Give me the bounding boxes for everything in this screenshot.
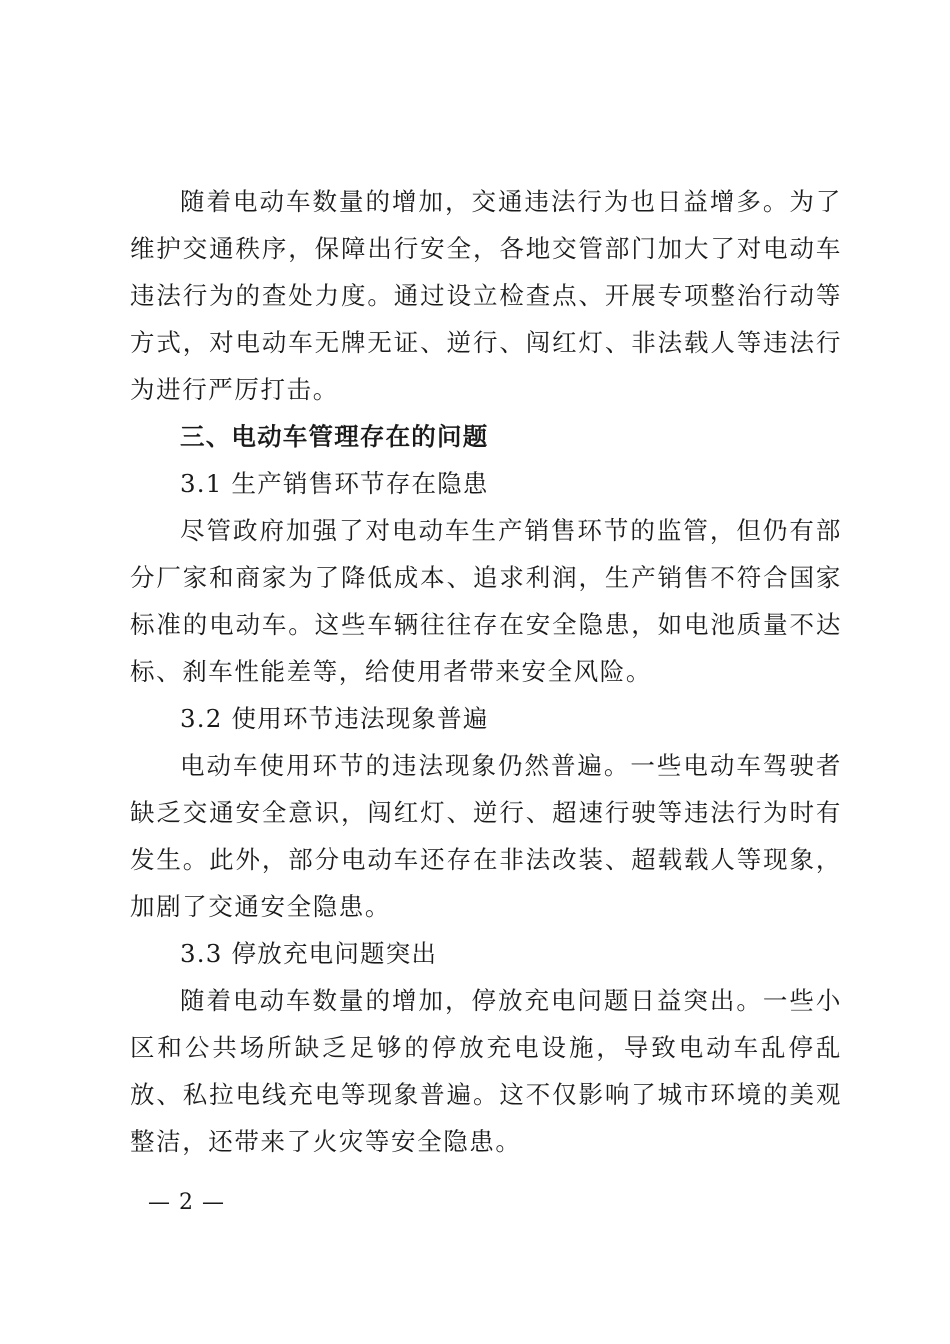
subheading-3-1: 3.1 生产销售环节存在隐患 (180, 469, 489, 498)
paragraph-enforcement: 随着电动车数量的增加，交通违法行为也日益增多。为了维护交通秩序，保障出行安全，各地交管部门加大了对电动车违法行为的查处力度。通过设立检查点、开展专项整治行动等方式，对电动车无牌无证、逆行、闯红灯、非法载人等违法行为进行严厉打击。 (130, 187, 842, 404)
paragraph-3-2: 电动车使用环节的违法现象仍然普遍。一些电动车驾驶者缺乏交通安全意识，闯红灯、逆行、超速行驶等违法行为时有发生。此外，部分电动车还存在非法改装、超载载人等现象，加剧了交通安全隐患。 (130, 751, 842, 921)
section-heading-problems: 三、电动车管理存在的问题 (180, 422, 489, 451)
page-number: — 2 — (148, 1190, 225, 1215)
paragraph-3-1: 尽管政府加强了对电动车生产销售环节的监管，但仍有部分厂家和商家为了降低成本、追求利润，生产销售不符合国家标准的电动车。这些车辆往往存在安全隐患，如电池质量不达标、刹车性能差等，给使用者带来安全风险。 (130, 516, 842, 686)
subheading-3-2: 3.2 使用环节违法现象普遍 (180, 704, 489, 733)
paragraph-3-3: 随着电动车数量的增加，停放充电问题日益突出。一些小区和公共场所缺乏足够的停放充电设施，导致电动车乱停乱放、私拉电线充电等现象普遍。这不仅影响了城市环境的美观整洁，还带来了火灾等安全隐患。 (130, 986, 842, 1156)
document-body (130, 178, 842, 1165)
subheading-3-3: 3.3 停放充电问题突出 (180, 939, 438, 968)
